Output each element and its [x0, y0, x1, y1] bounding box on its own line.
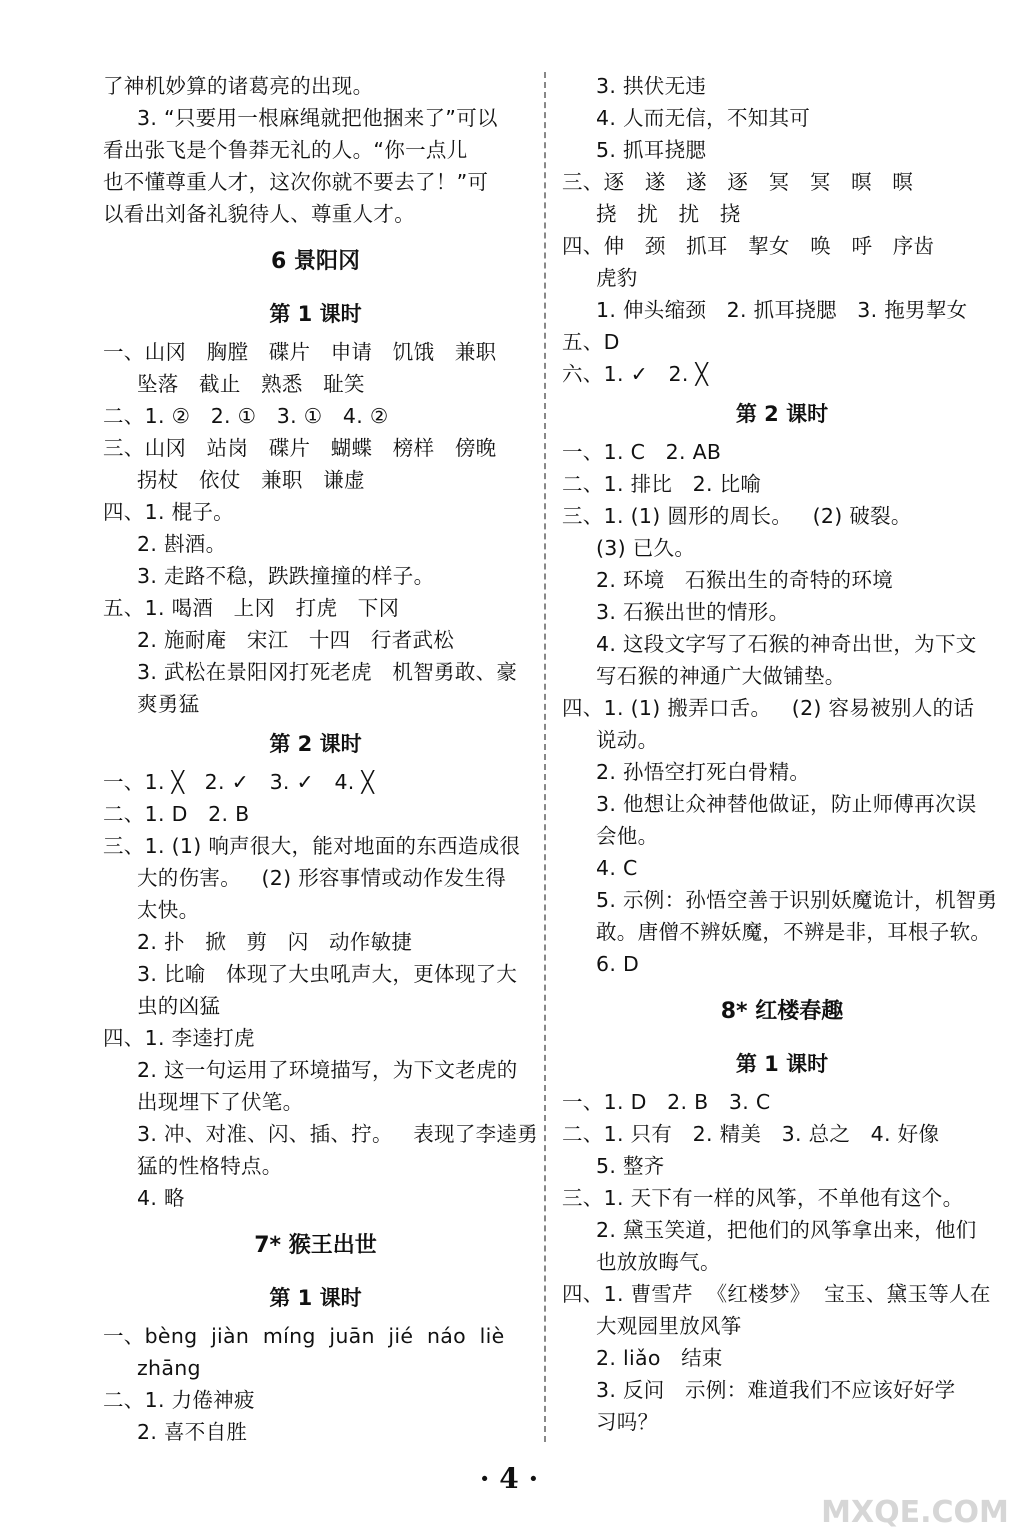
section-heading: 8* 红楼春趣 [720, 999, 844, 1024]
answer-line: 说动。 [596, 728, 659, 752]
answer-line: (3) 已久。 [596, 536, 696, 560]
answer-line: 1. 伸头缩颈 2. 抓耳挠腮 3. 拖男挈女 [596, 298, 968, 322]
lesson-heading: 第 1 课时 [269, 1286, 362, 1310]
answer-line: 3. 走路不稳，跌跌撞撞的样子。 [137, 564, 435, 588]
answer-line: 2. 扑 掀 剪 闪 动作敏捷 [137, 930, 413, 954]
answer-line: 三、1. (1) 响声很大，能对地面的东西造成很 [103, 834, 521, 858]
answer-line: 一、1. ╳ 2. ✓ 3. ✓ 4. ╳ [103, 770, 375, 794]
answer-line: 四、1. 李逵打虎 [103, 1026, 255, 1050]
answer-line: 一、1. D 2. B 3. C [562, 1090, 771, 1114]
answer-line: 5. 抓耳挠腮 [596, 138, 707, 162]
lesson-heading: 第 1 课时 [269, 302, 362, 326]
answer-line: 4. 略 [137, 1186, 185, 1210]
answer-line: 2. 黛玉笑道，把他们的风筝拿出来，他们 [596, 1218, 977, 1242]
answer-line: 六、1. ✓ 2. ╳ [562, 362, 709, 386]
answer-line: 虎豹 [596, 266, 638, 290]
answer-line: 也不懂尊重人才，这次你就不要去了！”可 [103, 170, 489, 194]
answer-line: 4. 这段文字写了石猴的神奇出世，为下文 [596, 632, 977, 656]
answer-line: 3. 拱伏无违 [596, 74, 707, 98]
page-number: · 4 · [479, 1462, 539, 1495]
lesson-heading: 第 1 课时 [735, 1052, 829, 1076]
answer-line: 看出张飞是个鲁莽无礼的人。“你一点儿 [103, 138, 468, 162]
answer-line: 5. 示例：孙悟空善于识别妖魔诡计，机智勇 [596, 888, 998, 912]
answer-line: 2. 施耐庵 宋江 十四 行者武松 [137, 628, 455, 652]
answer-line: 3. 武松在景阳冈打死老虎 机智勇敢、豪 [137, 660, 518, 684]
watermark-text: MXQE.COM [821, 1495, 1009, 1530]
answer-line: 大观园里放风筝 [596, 1314, 742, 1338]
answer-line: 3. 冲、对准、闪、插、拧。 表现了李逵勇 [137, 1122, 539, 1146]
answer-line: 坠落 截止 熟悉 耻笑 [137, 372, 365, 396]
answer-line: 五、1. 喝酒 上冈 打虎 下冈 [103, 596, 400, 620]
answer-line: 2. liǎo 结束 [596, 1346, 723, 1370]
answer-line: 二、1. 只有 2. 精美 3. 总之 4. 好像 [562, 1122, 940, 1146]
watermark-logo [820, 1480, 1010, 1532]
answer-line: 二、1. ② 2. ① 3. ① 4. ② [103, 404, 389, 428]
answer-line: 4. 人而无信，不知其可 [596, 106, 811, 130]
section-heading: 7* 猴王出世 [254, 1233, 377, 1258]
answer-line: 习吗？ [596, 1410, 659, 1434]
answer-line: 也放放晦气。 [596, 1250, 721, 1274]
answer-line: 3. 反问 示例：难道我们不应该好好学 [596, 1378, 956, 1402]
answer-line: 四、1. 棍子。 [103, 500, 234, 524]
answer-line: 2. 这一句运用了环境描写，为下文老虎的 [137, 1058, 518, 1082]
answer-line: 虫的凶猛 [137, 994, 221, 1018]
answer-line: 3. 石猴出世的情形。 [596, 600, 790, 624]
answer-line: 3. “只要用一根麻绳就把他捆来了”可以 [137, 106, 498, 130]
answer-line: 一、bèng jiàn míng juān jié náo liè [103, 1324, 505, 1348]
answer-line: 太快。 [137, 898, 200, 922]
answer-line: 挠 扰 扰 挠 [596, 202, 741, 226]
lesson-heading: 第 2 课时 [269, 732, 362, 756]
answer-line: 五、D [562, 330, 620, 354]
answer-line: 三、山冈 站岗 碟片 蝴蝶 榜样 傍晚 [103, 436, 497, 460]
section-heading: 6 景阳冈 [271, 249, 360, 274]
answer-line: 2. 环境 石猴出生的奇特的环境 [596, 568, 894, 592]
answer-line: 了神机妙算的诸葛亮的出现。 [103, 74, 374, 98]
answer-line: 以看出刘备礼貌待人、尊重人才。 [103, 202, 415, 226]
answer-line: 出现埋下了伏笔。 [137, 1090, 304, 1114]
answer-line: 猛的性格特点。 [137, 1154, 283, 1178]
answer-line: 二、1. 排比 2. 比喻 [562, 472, 762, 496]
answer-line: 一、山冈 胸膛 碟片 申请 饥饿 兼职 [103, 340, 497, 364]
answer-line: 四、1. 曹雪芹 《红楼梦》 宝玉、黛玉等人在 [562, 1282, 991, 1306]
answer-line: 写石猴的神通广大做铺垫。 [596, 664, 846, 688]
answer-line: 2. 斟酒。 [137, 532, 227, 556]
answer-line: 6. D [596, 952, 640, 976]
answer-line: 敢。唐僧不辨妖魔，不辨是非，耳根子软。 [596, 920, 992, 944]
answer-line: 三、1. (1) 圆形的周长。 (2) 破裂。 [562, 504, 912, 528]
right-column [562, 70, 1002, 1438]
answer-line: zhāng [137, 1356, 201, 1380]
column-divider [544, 72, 546, 1442]
answer-line: 三、1. 天下有一样的风筝，不单他有这个。 [562, 1186, 964, 1210]
answer-line: 大的伤害。 (2) 形容事情或动作发生得 [137, 866, 507, 890]
lesson-heading: 第 2 课时 [735, 402, 829, 426]
left-column [103, 70, 539, 1448]
answer-line: 二、1. 力倦神疲 [103, 1388, 255, 1412]
answer-line: 拐杖 依仗 兼职 谦虚 [137, 468, 365, 492]
answer-line: 四、伸 颈 抓耳 挈女 唤 呼 序齿 [562, 234, 935, 258]
answer-line: 爽勇猛 [137, 692, 200, 716]
answer-line: 一、1. C 2. AB [562, 440, 722, 464]
answer-line: 三、逐 遂 遂 逐 冥 冥 暝 暝 [562, 170, 914, 194]
answer-line: 5. 整齐 [596, 1154, 665, 1178]
answer-line: 四、1. (1) 搬弄口舌。 (2) 容易被别人的话 [562, 696, 975, 720]
answer-line: 3. 比喻 体现了大虫吼声大，更体现了大 [137, 962, 518, 986]
answer-line: 会他。 [596, 824, 659, 848]
answer-line: 4. C [596, 856, 638, 880]
answer-line: 2. 孙悟空打死白骨精。 [596, 760, 811, 784]
answer-line: 2. 喜不自胜 [137, 1420, 248, 1444]
answer-line: 二、1. D 2. B [103, 802, 250, 826]
answer-line: 3. 他想让众神替他做证，防止师傅再次误 [596, 792, 977, 816]
